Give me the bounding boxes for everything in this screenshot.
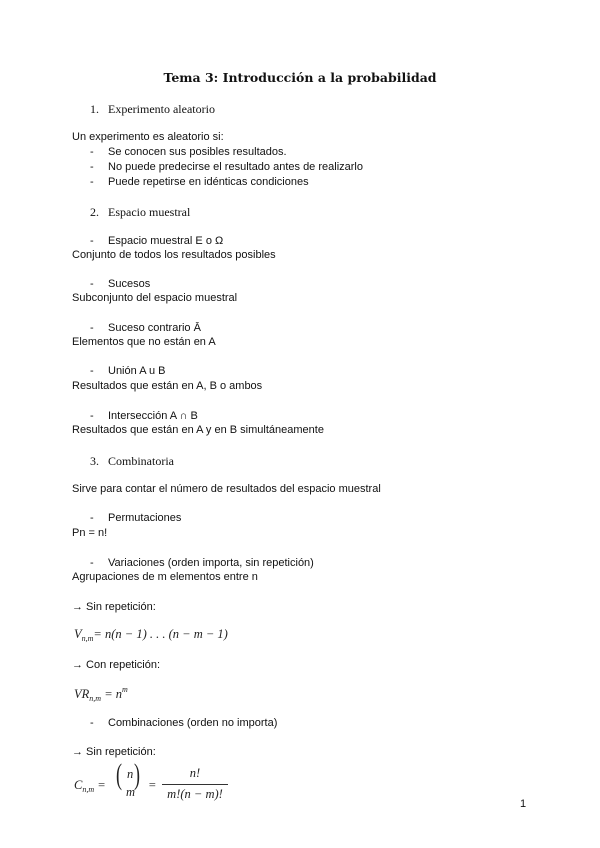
term-definition: Conjunto de todos los resultados posibles: [72, 249, 276, 261]
term-text: Permutaciones: [108, 512, 182, 524]
term-text: Variaciones (orden importa, sin repetición): [108, 557, 314, 569]
term-text: Espacio muestral E o Ω: [108, 235, 224, 247]
term-definition: Elementos que no están en A: [72, 336, 216, 348]
s3-intro: Sirve para contar el número de resultados del espacio muestral: [72, 483, 381, 495]
formula-subscript: n,m: [81, 634, 94, 643]
fraction: [162, 766, 228, 804]
combination-formula: [74, 758, 254, 806]
subheading-con-repeticion: → Con repetición:: [72, 659, 161, 671]
bullet-text: Se conocen sus posibles resultados.: [108, 146, 287, 158]
formula-subscript: n,m: [82, 785, 95, 794]
section-title: Combinatoria: [108, 454, 174, 468]
variation-formula: [74, 627, 228, 643]
fraction-bar: [162, 784, 228, 785]
formula-subscript: n,m: [89, 694, 102, 703]
page-number: 1: [520, 798, 527, 810]
term-item: - Espacio muestral E o Ω: [90, 235, 224, 247]
binomial-top: n: [127, 767, 134, 781]
term-text: Unión A u B: [108, 365, 166, 377]
bullet-text: Puede repetirse en idénticas condiciones: [108, 176, 309, 188]
binomial: [116, 758, 144, 804]
formula-rhs: = n: [104, 687, 122, 701]
variation-repetition-formula: [74, 685, 128, 703]
section-heading-3: [90, 454, 174, 469]
formula-rhs: = n(n − 1) . . . (n − m − 1): [93, 627, 228, 641]
subheading-sin-repeticion-2: → Sin repetición:: [72, 746, 156, 758]
section-title: Espacio muestral: [108, 205, 191, 219]
fraction-denominator: m!(n − m)!: [167, 787, 223, 801]
fraction-numerator: n!: [189, 766, 201, 780]
term-text: Intersección A ∩ B: [108, 410, 198, 422]
formula-symbol: C: [74, 778, 83, 792]
formula-equals: =: [148, 778, 157, 792]
left-paren: (: [116, 758, 122, 791]
term-item: - Unión A u B: [90, 365, 166, 377]
bullet-item: - No puede predecirse el resultado antes de realizarlo: [90, 161, 363, 173]
bullet-item: - Se conocen sus posibles resultados.: [90, 146, 287, 158]
term-text: Suceso contrario Ā: [108, 322, 201, 334]
bullet-text: No puede predecirse el resultado antes de realizarlo: [108, 161, 363, 173]
formula-symbol: V: [74, 627, 82, 641]
section-number: 2.: [90, 205, 99, 219]
subheading-sin-repeticion: → Sin repetición:: [72, 601, 156, 613]
formula-equals: =: [97, 778, 106, 792]
term-text: Combinaciones (orden no importa): [108, 717, 278, 729]
formula-symbol: VR: [74, 687, 90, 701]
term-definition: Resultados que están en A y en B simultáneamente: [72, 424, 324, 436]
term-item: - Permutaciones: [90, 512, 182, 524]
page-title: Tema 3: Introducción a la probabilidad: [163, 70, 437, 85]
section-title: Experimento aleatorio: [108, 102, 215, 116]
binomial-bottom: m: [126, 785, 136, 799]
term-item: - Sucesos: [90, 278, 151, 290]
permutation-formula: Pn = n!: [72, 527, 108, 539]
bullet-item: - Puede repetirse en idénticas condiciones: [90, 176, 309, 188]
term-text: Sucesos: [108, 278, 151, 290]
section-heading-1: [90, 102, 215, 117]
formula-exponent: m: [122, 685, 128, 694]
term-definition: Subconjunto del espacio muestral: [72, 292, 238, 304]
right-paren: ): [134, 758, 140, 791]
term-definition: Resultados que están en A, B o ambos: [72, 380, 263, 392]
term-item: - Combinaciones (orden no importa): [90, 717, 278, 729]
term-definition: Agrupaciones de m elementos entre n: [72, 571, 258, 583]
formula-symbol-group: [74, 778, 106, 794]
section-heading-2: [90, 205, 190, 220]
section-number: 1.: [90, 102, 99, 116]
term-item: - Intersección A ∩ B: [90, 410, 198, 422]
term-item: - Suceso contrario Ā: [90, 322, 201, 334]
term-item: - Variaciones (orden importa, sin repetición): [90, 557, 314, 569]
s1-intro: Un experimento es aleatorio si:: [72, 131, 224, 143]
section-number: 3.: [90, 454, 99, 468]
